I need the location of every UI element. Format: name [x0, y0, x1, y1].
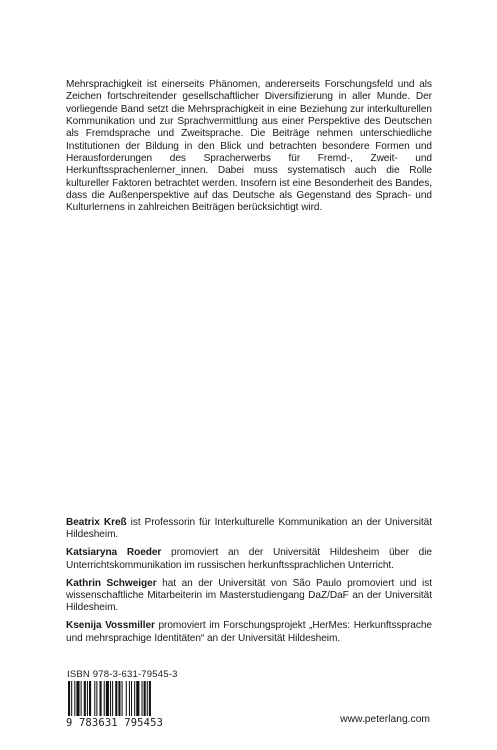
- author-description: promoviert an der Universität Hildesheim über die Unterrichtskommunikation im russischen herkunftssprachlichen Unterricht.: [66, 547, 432, 571]
- author-name: Ksenija Vossmiller: [66, 620, 155, 632]
- author-name: Katsiaryna Roeder: [66, 547, 162, 559]
- barcode-bar: [71, 681, 72, 717]
- author-bios: [66, 517, 432, 650]
- barcode-bar: [68, 681, 70, 717]
- barcode-bar: [122, 681, 123, 717]
- author-description: hat an der Universität von São Paulo promoviert und ist wissenschaftliche Mitarbeiterin im Masterstudiengang DaZ/DaF an der Universität Hildesheim.: [66, 577, 432, 614]
- barcode-bar: [129, 681, 130, 717]
- barcode-bar: [84, 681, 86, 717]
- barcode-bar: [106, 681, 109, 717]
- barcode-bar: [100, 681, 102, 717]
- barcode-bar: [115, 681, 117, 717]
- author-description: ist Professorin für Interkulturelle Kommunikation an der Universität Hildesheim.: [66, 517, 432, 541]
- barcode-bar: [112, 681, 113, 717]
- barcode-bar: [142, 681, 143, 717]
- author-bio: [66, 620, 432, 645]
- barcode-bar: [76, 681, 79, 717]
- isbn-label: ISBN 978-3-631-79545-3: [67, 669, 178, 680]
- barcode-bar: [149, 681, 151, 717]
- barcode-bar: [89, 681, 91, 717]
- barcode-bar: [94, 681, 95, 717]
- barcode-bar: [87, 681, 88, 717]
- author-description: promoviert im Forschungsprojekt „HerMes: Herkunftssprache und mehrsprachige Identitäten“ an der Universität Hildesheim.: [66, 620, 432, 644]
- barcode-digits: 9 783631 795453: [66, 717, 164, 729]
- barcode-bar: [136, 681, 139, 717]
- barcode-bar: [144, 681, 146, 717]
- barcode-bar: [134, 681, 135, 717]
- barcode-bar: [126, 681, 127, 717]
- barcode-bar: [104, 681, 105, 717]
- barcode-bar: [74, 681, 75, 717]
- author-bio: [66, 547, 432, 572]
- author-name: Beatrix Kreß: [66, 517, 127, 528]
- barcode-bar: [131, 681, 132, 717]
- publisher-url: www.peterlang.com: [340, 714, 430, 725]
- barcode-bar: [110, 681, 111, 717]
- author-name: Kathrin Schweiger: [66, 577, 157, 589]
- barcode-bar: [81, 681, 82, 717]
- barcode-bars: [66, 681, 154, 717]
- author-bio: [66, 578, 432, 615]
- barcode-bar: [96, 681, 97, 717]
- barcode-bar: [147, 681, 148, 717]
- blurb-text: Mehrsprachigkeit ist einerseits Phänomen, andererseits Forschungsfeld und als Zeichen fortschreitender gesellschaftlicher Diversifizierung in aller Munde. Der vorliegende Band setzt die Mehrsprachigkeit in eine Beziehung zur interkulturellen Kommunikation und zur Sprachvermittlung aus einer Perspektive des Deutschen als Fremdsprache und Zweitsprache. Die Beiträge nehmen unterschiedliche Institutionen der Bildung in den Blick und betrachten besondere Formen und Herausforderungen des Spracherwerbs für Fremd-, Zweit- und Herkunftssprachenlerner_innen. Dabei muss systematisch auch die Rolle kultureller Faktoren betrachtet werden. Insofern ist eine Besonderheit des Bandes, dass die Außenperspektive auf das Deutsche als Gegenstand des Sprach- und Kulturlernens in zahlreichen Beiträgen berücksichtigt wird.: [66, 79, 432, 214]
- author-bio: [66, 517, 432, 542]
- barcode-bar: [118, 681, 120, 717]
